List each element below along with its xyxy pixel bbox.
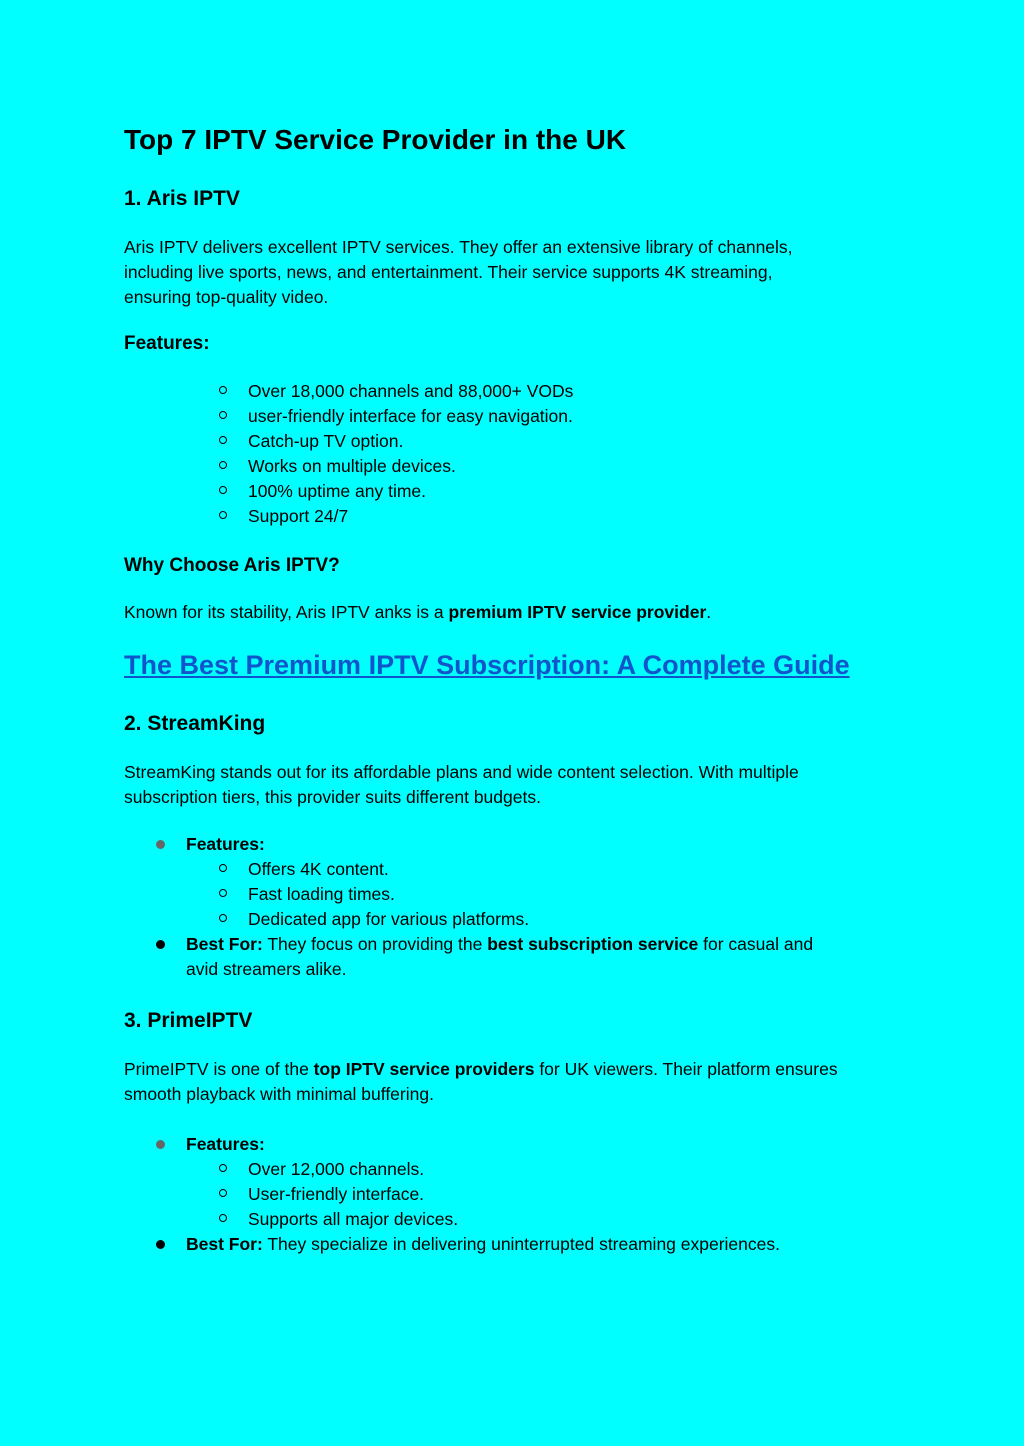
hollow-bullet-icon (219, 889, 227, 897)
hollow-bullet-icon (219, 864, 227, 872)
hollow-bullet-icon (219, 486, 227, 494)
aris-features-label: Features: (124, 333, 210, 354)
aris-description (124, 235, 793, 310)
streamking-desc-line: StreamKing stands out for its affordable plans and wide content selection. With multiple (124, 762, 799, 782)
aris-features-list (124, 379, 824, 529)
primeiptv-desc-line: smooth playback with minimal buffering. (124, 1084, 434, 1104)
streamking-desc-line: subscription tiers, this provider suits different budgets. (124, 787, 541, 807)
aris-desc-line: ensuring top-quality video. (124, 287, 329, 307)
list-item: Features: (124, 832, 904, 857)
list-item: Over 18,000 channels and 88,000+ VODs (124, 379, 824, 404)
list-item: 100% uptime any time. (124, 479, 824, 504)
primeiptv-list (124, 1132, 904, 1257)
primeiptv-description: PrimeIPTV is one of the top IPTV service providers for UK viewers. Their platform ensures smooth playback with minimal buffering. (124, 1057, 838, 1107)
streamking-list (124, 832, 904, 982)
list-item: Supports all major devices. (124, 1207, 904, 1232)
streamking-description (124, 760, 799, 810)
list-item: Support 24/7 (124, 504, 824, 529)
list-item: Works on multiple devices. (124, 454, 824, 479)
section-heading-aris: 1. Aris IPTV (124, 187, 240, 210)
page-title: Top 7 IPTV Service Provider in the UK (124, 124, 627, 155)
list-item: Dedicated app for various platforms. (124, 907, 904, 932)
bullet-icon (156, 1240, 165, 1249)
section-heading-primeiptv: 3. PrimeIPTV (124, 1009, 253, 1032)
hollow-bullet-icon (219, 411, 227, 419)
list-item: Over 12,000 channels. (124, 1157, 904, 1182)
aris-why-heading: Why Choose Aris IPTV? (124, 555, 340, 576)
hollow-bullet-icon (219, 914, 227, 922)
list-item: Offers 4K content. (124, 857, 904, 882)
hollow-bullet-icon (219, 461, 227, 469)
list-item: Best For: They specialize in delivering uninterrupted streaming experiences. (124, 1232, 904, 1257)
bullet-icon (156, 1140, 165, 1149)
list-item: Fast loading times. (124, 882, 904, 907)
hollow-bullet-icon (219, 1189, 227, 1197)
list-item: Catch-up TV option. (124, 429, 824, 454)
list-item: User-friendly interface. (124, 1182, 904, 1207)
guide-link[interactable]: The Best Premium IPTV Subscription: A Complete Guide (124, 650, 850, 680)
aris-why-text: Known for its stability, Aris IPTV anks is a premium IPTV service provider. (124, 602, 712, 622)
list-item: Best For: They focus on providing the best subscription service for casual and avid streamers alike. (124, 932, 904, 982)
aris-desc-line: Aris IPTV delivers excellent IPTV services. They offer an extensive library of channels, (124, 237, 793, 257)
list-item: Features: (124, 1132, 904, 1157)
aris-desc-line: including live sports, news, and entertainment. Their service supports 4K streaming, (124, 262, 773, 282)
list-item: user-friendly interface for easy navigation. (124, 404, 824, 429)
hollow-bullet-icon (219, 511, 227, 519)
bullet-icon (156, 840, 165, 849)
hollow-bullet-icon (219, 386, 227, 394)
bullet-icon (156, 940, 165, 949)
hollow-bullet-icon (219, 1214, 227, 1222)
hollow-bullet-icon (219, 436, 227, 444)
hollow-bullet-icon (219, 1164, 227, 1172)
section-heading-streamking: 2. StreamKing (124, 712, 266, 735)
